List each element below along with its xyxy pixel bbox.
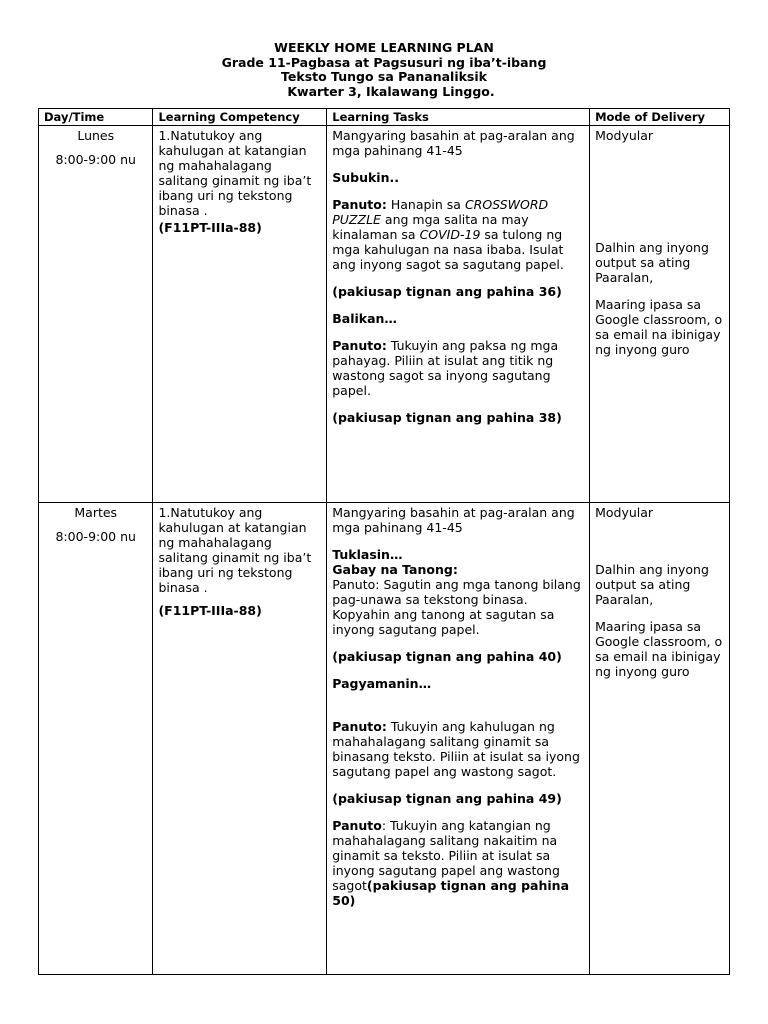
title-line-1: WEEKLY HOME LEARNING PLAN xyxy=(274,40,494,55)
instruction-text: Tukuyin ang kahulugan ng mahahalagang salitang ginamit sa binasang teksto. Piliin at isulat sa iyong sagutang papel ang wastong sagot. xyxy=(332,719,580,779)
page-reference: (pakiusap tignan ang pahina 36) xyxy=(332,284,562,299)
section-heading: Tuklasin… xyxy=(332,547,403,562)
section-heading: Balikan… xyxy=(332,311,397,326)
instruction-text: Tukuyin ang paksa ng mga pahayag. Piliin at isulat ang titik ng wastong sagot sa inyong sagutang papel. xyxy=(332,338,559,398)
instruction-label: Panuto: xyxy=(332,338,387,353)
mode-type: Modyular xyxy=(595,128,654,143)
mode-type: Modyular xyxy=(595,505,654,520)
mode-note: Maaring ipasa sa Google classroom, o sa email na ibinigay ng inyong guro xyxy=(595,297,723,357)
table-header-row xyxy=(39,109,730,126)
instruction-emphasis: CROSSWORD PUZZLE xyxy=(332,197,549,227)
day-time-cell xyxy=(39,126,153,503)
section-heading: Pagyamanin… xyxy=(332,676,432,691)
mode-note: Maaring ipasa sa Google classroom, o sa email na ibinigay ng inyong guro xyxy=(595,619,723,679)
page-reference: (pakiusap tignan ang pahina 40) xyxy=(332,649,562,664)
page-reference: (pakiusap tignan ang pahina 50) xyxy=(332,878,569,908)
title-line-4: Kwarter 3, Ikalawang Linggo. xyxy=(287,83,495,99)
mode-note: Dalhin ang inyong output sa ating Paaralan, xyxy=(595,240,709,285)
time-label: 8:00-9:00 nu xyxy=(55,152,136,167)
mode-cell xyxy=(590,503,730,975)
instruction-text: ang mga salita na may kinalaman sa xyxy=(332,212,529,242)
mode-note: Dalhin ang inyong output sa ating Paaralan, xyxy=(595,562,709,607)
instruction-text: sa tulong ng mga kahulugan na nasa ibaba. Isulat ang inyong sagot sa sagutang papel. xyxy=(332,227,564,272)
section-subheading: Gabay na Tanong: xyxy=(332,562,458,577)
instruction-label: Panuto: xyxy=(332,719,387,734)
instruction-text: : Tukuyin ang katangian ng mahahalagang salitang nakaitim na ginamit sa teksto. Piliin at isulat sa inyong sagutang papel ang wastong sagot xyxy=(332,818,560,893)
column-header-tasks: Learning Tasks xyxy=(327,109,590,126)
instruction-emphasis: COVID-19 xyxy=(419,227,481,242)
task-instruction xyxy=(332,719,584,779)
task-intro: Mangyaring basahin at pag-aralan ang mga pahinang 41-45 xyxy=(332,128,575,158)
time-label: 8:00-9:00 nu xyxy=(55,529,136,544)
instruction-label: Panuto: xyxy=(332,197,387,212)
competency-cell xyxy=(153,503,327,975)
task-intro: Mangyaring basahin at pag-aralan ang mga pahinang 41-45 xyxy=(332,505,575,535)
task-instruction xyxy=(332,818,584,908)
document-title-block xyxy=(0,41,768,99)
competency-code: (F11PT-IIIa-88) xyxy=(158,220,262,235)
page-reference: (pakiusap tignan ang pahina 49) xyxy=(332,791,562,806)
day-label: Lunes xyxy=(77,128,115,143)
table-row xyxy=(39,503,730,975)
competency-text: 1.Natutukoy ang kahulugan at katangian ng mahahalagang salitang ginamit ng iba’t ibang uri ng tekstong binasa . xyxy=(158,128,312,218)
instruction-label: Panuto xyxy=(332,818,382,833)
task-instruction xyxy=(332,197,584,272)
table-row xyxy=(39,126,730,503)
instruction-text: Hanapin sa xyxy=(386,197,465,212)
title-line-3: Teksto Tungo sa Pananaliksik xyxy=(281,69,487,84)
section-heading: Subukin.. xyxy=(332,170,399,185)
title-line-2: Grade 11-Pagbasa at Pagsusuri ng iba’t-ibang xyxy=(221,54,547,70)
page-reference: (pakiusap tignan ang pahina 38) xyxy=(332,410,562,425)
column-header-day-time: Day/Time xyxy=(39,109,153,126)
task-instruction xyxy=(332,338,584,398)
competency-code: (F11PT-IIIa-88) xyxy=(158,603,262,618)
task-instruction: Panuto: Sagutin ang mga tanong bilang pag-unawa sa tekstong binasa. Kopyahin ang tanong at sagutan sa inyong sagutang papel. xyxy=(332,577,581,637)
column-header-competency: Learning Competency xyxy=(153,109,327,126)
mode-cell xyxy=(590,126,730,503)
learning-plan-table xyxy=(38,108,730,975)
competency-text: 1.Natutukoy ang kahulugan at katangian ng mahahalagang salitang ginamit ng iba’t ibang uri ng tekstong binasa . xyxy=(158,505,312,595)
tasks-cell xyxy=(327,126,590,503)
tasks-cell xyxy=(327,503,590,975)
day-time-cell xyxy=(39,503,153,975)
column-header-mode: Mode of Delivery xyxy=(590,109,730,126)
competency-cell xyxy=(153,126,327,503)
day-label: Martes xyxy=(74,505,118,520)
